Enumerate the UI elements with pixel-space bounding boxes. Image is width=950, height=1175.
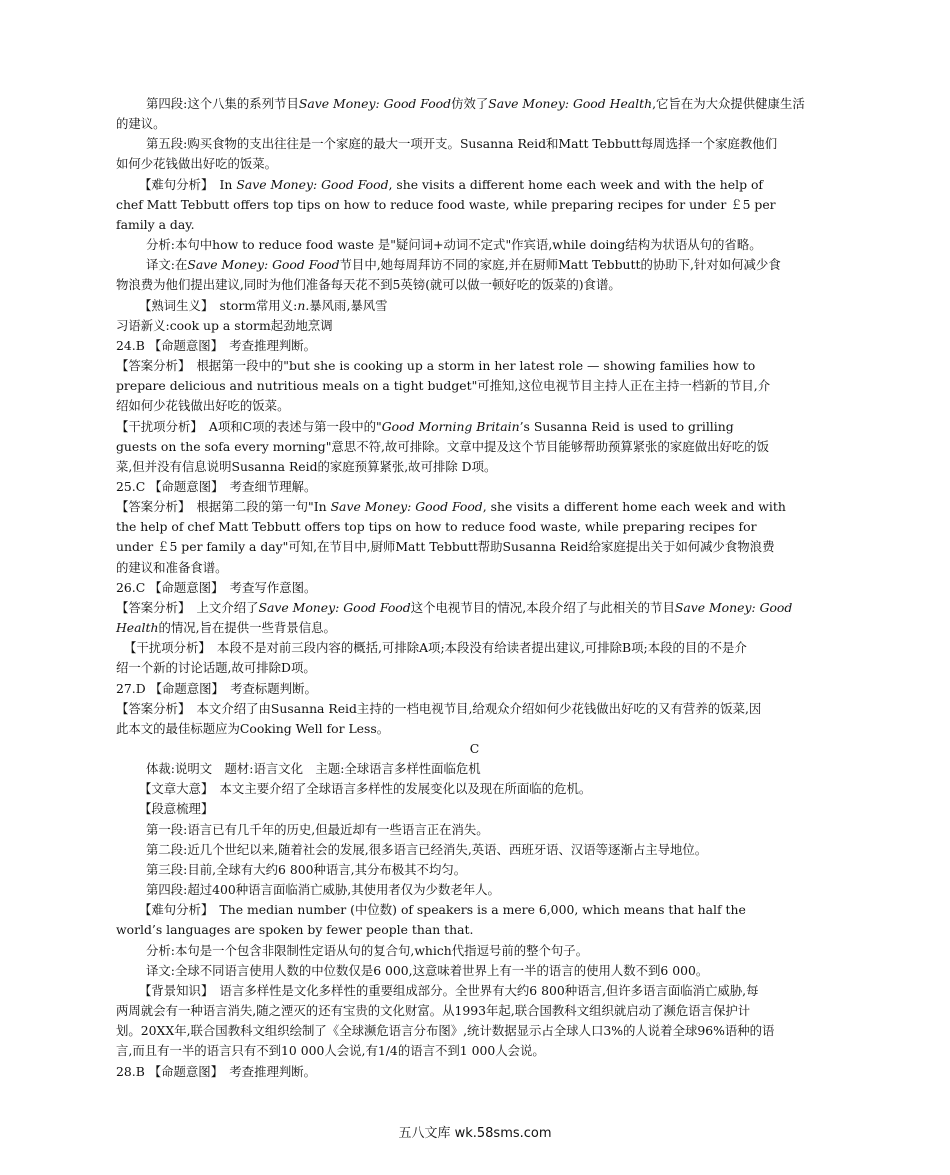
text-line: 【文章大意】 本文主要介绍了全球语言多样性的发展变化以及现在所面临的危机。: [139, 781, 592, 797]
text-line: chef Matt Tebbutt offers top tips on how to reduce food waste, while preparing recipes for under ￡5 per: [116, 196, 776, 212]
text-line: 习语新义:cook up a storm起劲地烹调: [116, 317, 333, 333]
text-line: 【熟词生义】 storm常用义:n.暴风雨,暴风雪: [139, 297, 388, 313]
text-line: C: [469, 741, 480, 756]
text-line: 第四段:这个八集的系列节目Save Money: Good Food仿效了Save Money: Good Health,它旨在为大众提供健康生活: [146, 96, 805, 111]
text-line: 绍如何少花钱做出好吃的饭菜。: [116, 398, 290, 414]
text-line: 【答案分析】 根据第一段中的"but she is cooking up a storm in her latest role — showing families how to: [116, 358, 756, 374]
text-line: 【难句分析】 In Save Money: Good Food, she visits a different home each week and with the help of: [139, 176, 763, 192]
document-body: [116, 94, 833, 1082]
text-line: 物浪费为他们提出建议,同时为他们准备每天花不到5英镑(就可以做一顿好吃的饭菜的)食谱。: [116, 277, 621, 293]
text-line: 体裁:说明文 题材:语言文化 主题:全球语言多样性面临危机: [146, 761, 481, 777]
text-line: 译文:全球不同语言使用人数的中位数仅是6 000,这意味着世界上有一半的语言的使用人数不到6 000。: [146, 962, 709, 978]
text-line: 的建议。: [116, 116, 166, 132]
text-line: 【干扰项分析】 本段不是对前三段内容的概括,可排除A项;本段没有给读者提出建议,可排除B项;本段的目的不是介: [124, 640, 747, 656]
text-line: 译文:在Save Money: Good Food节目中,她每周拜访不同的家庭,并在厨师Matt Tebbutt的协助下,针对如何减少食: [146, 257, 781, 273]
text-line: 第二段:近几个世纪以来,随着社会的发展,很多语言已经消失,英语、西班牙语、汉语等逐渐占主导地位。: [146, 841, 708, 857]
text-line: 第五段:购买食物的支出往往是一个家庭的最大一项开支。Susanna Reid和Matt Tebbutt每周选择一个家庭教他们: [146, 136, 778, 152]
text-line: family a day.: [116, 216, 195, 232]
text-line: 划。20XX年,联合国教科文组织绘制了《全球濒危语言分布图》,统计数据显示占全球人口3%的人说着全球96%语种的语: [116, 1023, 775, 1039]
text-line: 【段意梳理】: [139, 801, 214, 817]
text-line: 菜,但并没有信息说明Susanna Reid的家庭预算紧张,故可排除 D项。: [116, 458, 497, 474]
text-line: 绍一个新的讨论话题,故可排除D项。: [116, 660, 316, 676]
text-line: 27.D 【命题意图】 考查标题判断。: [116, 680, 317, 696]
text-line: 言,而且有一半的语言只有不到10 000人会说,有1/4的语言不到1 000人会说。: [116, 1043, 545, 1059]
text-line: the help of chef Matt Tebbutt offers top tips on how to reduce food waste, while preparing recipes for: [116, 519, 757, 535]
text-line: 【干扰项分析】 A项和C项的表述与第一段中的"Good Morning Britain’s Susanna Reid is used to grilling: [116, 418, 734, 434]
text-line: guests on the sofa every morning"意思不符,故可排除。文章中提及这个节目能够帮助预算紧张的家庭做出好吃的饭: [116, 438, 770, 454]
text-line: 第四段:超过400种语言面临消亡威胁,其使用者仅为少数老年人。: [146, 882, 500, 898]
text-line: 【难句分析】 The median number (中位数) of speakers is a mere 6,000, which means that half the: [139, 902, 746, 918]
page-footer: 五八文库 wk.58sms.com: [398, 1126, 552, 1141]
text-line: 第三段:目前,全球有大约6 800种语言,其分布极其不均匀。: [146, 861, 467, 877]
text-line: prepare delicious and nutritious meals on a tight budget"可推知,这位电视节目主持人正在主持一档新的节目,介: [116, 378, 771, 394]
text-line: Health的情况,旨在提供一些背景信息。: [116, 620, 336, 636]
text-line: 24.B 【命题意图】 考查推理判断。: [116, 337, 317, 353]
text-line: 第一段:语言已有几千年的历史,但最近却有一些语言正在消失。: [146, 821, 489, 837]
text-line: 两周就会有一种语言消失,随之湮灭的还有宝贵的文化财富。从1993年起,联合国教科文组织就启动了濒危语言保护计: [116, 1003, 751, 1019]
text-line: 的建议和准备食谱。: [116, 559, 228, 575]
text-line: 25.C 【命题意图】 考查细节理解。: [116, 478, 317, 494]
text-line: 26.C 【命题意图】 考查写作意图。: [116, 579, 317, 595]
text-line: 【背景知识】 语言多样性是文化多样性的重要组成部分。全世界有大约6 800种语言,但许多语言面临消亡威胁,每: [139, 982, 759, 998]
text-line: under ￡5 per family a day"可知,在节目中,厨师Matt Tebbutt帮助Susanna Reid给家庭提出关于如何减少食物浪费: [116, 539, 775, 555]
text-line: 分析:本句是一个包含非限制性定语从句的复合句,which代指逗号前的整个句子。: [146, 942, 589, 958]
text-line: 此本文的最佳标题应为Cooking Well for Less。: [116, 720, 390, 736]
text-line: 【答案分析】 上文介绍了Save Money: Good Food这个电视节目的情况,本段介绍了与此相关的节目Save Money: Good: [116, 599, 793, 615]
text-line: 【答案分析】 本文介绍了由Susanna Reid主持的一档电视节目,给观众介绍如何少花钱做出好吃的又有营养的饭菜,因: [116, 700, 762, 716]
text-line: 如何少花钱做出好吃的饭菜。: [116, 156, 278, 172]
text-line: 【答案分析】 根据第二段的第一句"In Save Money: Good Food, she visits a different home each week and with: [116, 499, 786, 515]
text-line: 28.B 【命题意图】 考查推理判断。: [116, 1063, 317, 1079]
text-line: 分析:本句中how to reduce food waste 是"疑问词+动词不定式"作宾语,while doing结构为状语从句的省略。: [146, 237, 762, 253]
text-line: world’s languages are spoken by fewer people than that.: [116, 922, 474, 938]
